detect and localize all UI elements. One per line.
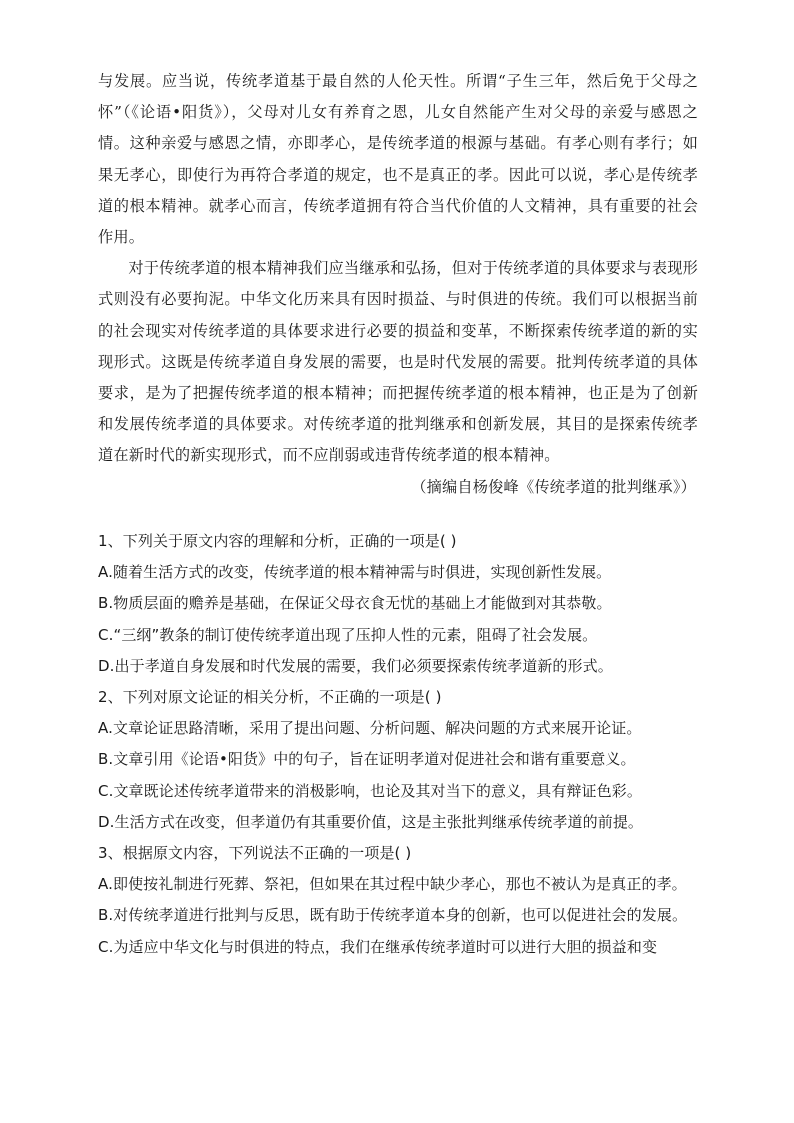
- passage-source: （摘编自杨俊峰《传统孝道的批判继承》）: [411, 477, 696, 496]
- option-b: B.物质层面的赡养是基础，在保证父母衣食无忧的基础上才能做到对其恭敬。: [98, 594, 612, 613]
- option-c: C.文章既论述传统孝道带来的消极影响，也论及其对当下的意义，具有辩证色彩。: [98, 781, 642, 800]
- question-stem: 3、根据原文内容，下列说法不正确的一项是( ): [98, 844, 412, 863]
- passage-paragraph-1: 与发展。应当说，传统孝道基于最自然的人伦天性。所谓“子生三年，然后免于父母之怀”（《论语•阳货》），父母对儿女有养育之恩，儿女自然能产生对父母的亲爱与感恩之情。这种亲爱与感恩之情，亦即孝心，是传统孝道的根源与基础。有孝心则有孝行；如果无孝心，即使行为再符合孝道的规定，也不是真正的孝。因此可以说，孝心是传统孝道的根本精神。就孝心而言，传统孝道拥有符合当代价值的人文精神，具有重要的社会作用。: [98, 72, 698, 247]
- option-a: A.随着生活方式的改变，传统孝道的根本精神需与时俱进，实现创新性发展。: [98, 563, 612, 582]
- option-b: B.对传统孝道进行批判与反思，既有助于传统孝道本身的创新，也可以促进社会的发展。: [98, 906, 688, 925]
- question-stem: 2、下列对原文论证的相关分析，不正确的一项是( ): [98, 688, 442, 707]
- option-c: C.为适应中华文化与时俱进的特点，我们在继承传统孝道时可以进行大胆的损益和变: [98, 937, 658, 956]
- question-2: [98, 682, 698, 838]
- question-1: [98, 526, 698, 682]
- passage-paragraph-2: 对于传统孝道的根本精神我们应当继承和弘扬，但对于传统孝道的具体要求与表现形式则没有必要拘泥。中华文化历来具有因时损益、与时俱进的传统。我们可以根据当前的社会现实对传统孝道的具体要求进行必要的损益和变革，不断探索传统孝道的新的实现形式。这既是传统孝道自身发展的需要，也是时代发展的需要。批判传统孝道的具体要求，是为了把握传统孝道的根本精神；而把握传统孝道的根本精神，也正是为了创新和发展传统孝道的具体要求。对传统孝道的批判继承和创新发展，其目的是探索传统孝道在新时代的新实现形式，而不应削弱或违背传统孝道的根本精神。: [98, 259, 698, 465]
- question-3: [98, 838, 698, 963]
- option-c: C.“三纲”教条的制订使传统孝道出现了压抑人性的元素，阻碍了社会发展。: [98, 625, 598, 644]
- option-a: A.即使按礼制进行死葬、祭祀，但如果在其过程中缺少孝心，那也不被认为是真正的孝。: [98, 875, 687, 894]
- reading-passage: [98, 66, 698, 503]
- option-b: B.文章引用《论语•阳货》中的句子，旨在证明孝道对促进社会和谐有重要意义。: [98, 750, 636, 769]
- option-d: D.出于孝道自身发展和时代发展的需要，我们必须要探索传统孝道新的形式。: [98, 656, 613, 675]
- question-list: [98, 526, 698, 963]
- question-stem: 1、下列关于原文内容的理解和分析，正确的一项是( ): [98, 532, 457, 550]
- option-d: D.生活方式在改变，但孝道仍有其重要价值，这是主张批判继承传统孝道的前提。: [98, 812, 644, 831]
- option-a: A.文章论证思路清晰，采用了提出问题、分析问题、解决问题的方式来展开论证。: [98, 719, 642, 738]
